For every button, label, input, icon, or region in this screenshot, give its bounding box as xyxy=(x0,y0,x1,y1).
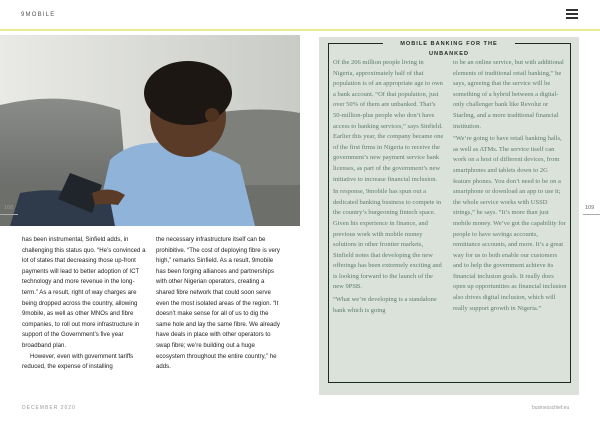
sidebar-paragraph: Of the 206 million people living in Nigeria, approximately half of that population is of an appropriate age to own a bank account. “Of that population, just over 50% of them are unbanked. That’s 50-million-plus people who don’t have access to banking services,” says Sinfield. Earlier this year, the company became one of the first firms in Nigeria to receive the government’s new payment service bank licenses, as part of the government’s new initiative to increase financial inclusion. xyxy=(333,59,444,183)
top-bar xyxy=(0,0,600,31)
footer-site: businesschief.eu xyxy=(532,405,570,411)
footer-date: DECEMBER 2020 xyxy=(22,405,76,411)
sidebar-paragraph: In response, 9mobile has spun out a dedicated banking business to compete in the country’s burgeoning fintech space. Given his experience in finance, and previous work with mobile money solutions in other frontier markets, Sinfield notes that developing the new offerings has been extremely exciting and is looking forward to the launch of the new 9PSB. xyxy=(333,188,442,291)
brand-label: 9MOBILE xyxy=(21,12,56,18)
page-number-left: 108 xyxy=(4,205,14,211)
sidebar-frame xyxy=(328,43,571,383)
article-paragraph: the necessary infrastructure itself can be prohibitive. “The cost of deploying fibre is very high,” remarks Sinfield. As a result, 9mobile has been forging alliances and partnerships with other Nigerian operators, creating a shared fibre network that could soon serve even the most isolated areas of the region. “It doesn’t make sense for all of us to dig the same hole and lay the same fibre. We already have deals in place with other operators to swap fibre; we’re building out a huge ecosystem throughout the entire country,” he adds. xyxy=(156,236,280,371)
sidebar-paragraph: to be an online service, but with additional elements of traditional retail banking,” he says, agreeing that the service will be something of a hybrid between a digital-only challenger bank like Revolut or Starling, and a more traditional financial institution. xyxy=(453,59,564,130)
hamburger-menu-icon[interactable] xyxy=(566,9,578,19)
sidebar-title: MOBILE BANKING FOR THE UNBANKED xyxy=(383,39,515,59)
sidebar-column-1 xyxy=(333,58,445,318)
page-number-right: 109 xyxy=(585,205,595,211)
article-paragraph: However, even with government tariffs reduced, the expense of installing xyxy=(22,352,134,371)
sidebar-paragraph: “We’re going to have retail banking halls, as well as ATMs. The service itself can work on a host of different devices, from smartphones and tablets down to 2G feature phones. You don’t need to be on a smartphone or download an app to use it; the whole service works with USSD strings,” he says. “It’s more than just mobile money. We’ve got the capability for people to have savings accounts, remittance accounts, and more. It’s a great way for us to both enable our customers and to help the government achieve its financial inclusion goals. It really does open up opportunities as financial inclusion also drives digital inclusion, which will really support growth in Nigeria.” xyxy=(453,135,567,312)
child-with-tablet-illustration xyxy=(0,35,300,226)
article-photo xyxy=(0,35,300,226)
page-rule-right xyxy=(583,214,600,215)
article-column-2 xyxy=(156,235,284,373)
sidebar-column-2 xyxy=(453,58,567,316)
article-paragraph: has been instrumental, Sinfield adds, in challenging this status quo. “He’s convinced a lot of states that decreasing those up-front payments will lead to better adoption of ICT technology and more revenue in the long-term.” As a result, right of way charges are being dropped across the country, allowing 9mobile, as well as other MNOs and fibre companies, to roll out more infrastructure in support of the Government’s five year broadband plan. xyxy=(22,236,146,349)
article-column-1 xyxy=(22,235,146,373)
sidebar-box xyxy=(319,37,579,395)
sidebar-paragraph: “What we’re developing is a standalone bank which is going xyxy=(333,296,437,314)
page-rule-left xyxy=(0,214,18,215)
